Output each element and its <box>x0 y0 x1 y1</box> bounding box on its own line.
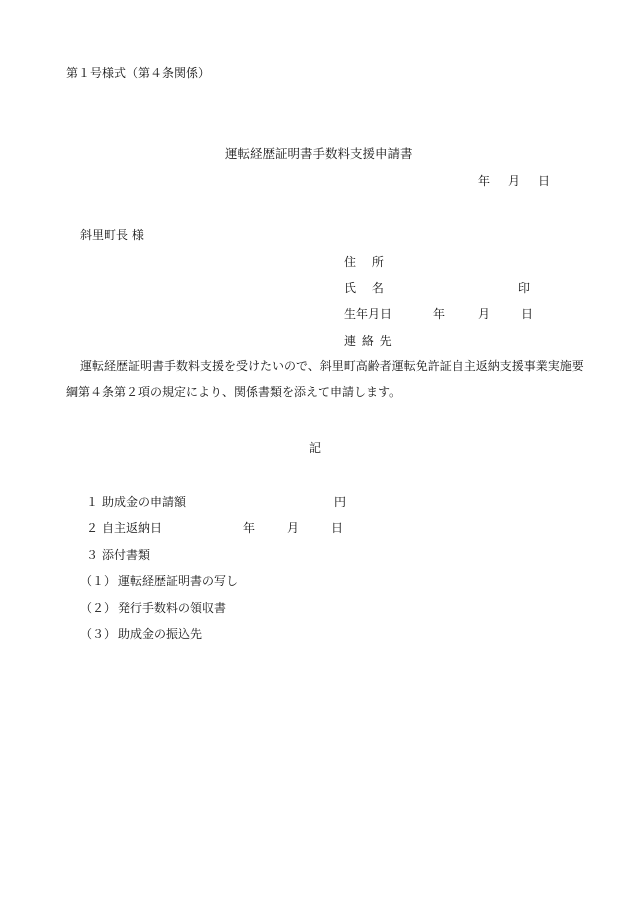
attachment-1-number: （１） <box>80 574 117 588</box>
birth-year: 年 <box>433 307 446 321</box>
item2-label: 自主返納日 <box>102 521 163 535</box>
attachment-3-label: 助成金の振込先 <box>118 627 203 641</box>
date-year: 年 <box>478 174 491 188</box>
item2-day: 日 <box>331 521 344 535</box>
item3-label: 添付書類 <box>102 548 151 562</box>
item2-month: 月 <box>287 521 300 535</box>
birth-day: 日 <box>521 307 534 321</box>
attachment-2-label: 発行手数料の領収書 <box>118 601 227 615</box>
item2-year: 年 <box>243 521 256 535</box>
item2-number: ２ <box>86 521 99 535</box>
date-month: 月 <box>508 174 521 188</box>
birth-month: 月 <box>478 307 491 321</box>
attachment-1-label: 運転経歴証明書の写し <box>118 574 239 588</box>
item1-unit: 円 <box>334 495 347 509</box>
seal-mark: 印 <box>518 281 531 295</box>
date-day: 日 <box>538 174 551 188</box>
name-label: 氏 名 <box>344 281 384 295</box>
address-label: 住 所 <box>344 255 384 269</box>
addressee: 斜里町長 様 <box>80 228 144 242</box>
attachment-2-number: （２） <box>80 601 117 615</box>
application-statement <box>66 353 586 405</box>
application-statement-text: 運転経歴証明書手数料支援を受けたいので、斜里町高齢者運転免許証自主返納支援事業実施要綱第４条第２項の規定により、関係書類を添えて申請します。 <box>66 359 584 399</box>
attachment-3-number: （３） <box>80 627 117 641</box>
birthdate-label: 生年月日 <box>344 307 393 321</box>
ki-heading: 記 <box>309 441 322 455</box>
item3-number: ３ <box>86 548 99 562</box>
form-number: 第１号様式（第４条関係） <box>66 66 211 80</box>
contact-label: 連 絡 先 <box>344 334 392 348</box>
item1-label: 助成金の申請額 <box>102 495 187 509</box>
document-title: 運転経歴証明書手数料支援申請書 <box>225 146 413 161</box>
item1-number: １ <box>86 495 99 509</box>
